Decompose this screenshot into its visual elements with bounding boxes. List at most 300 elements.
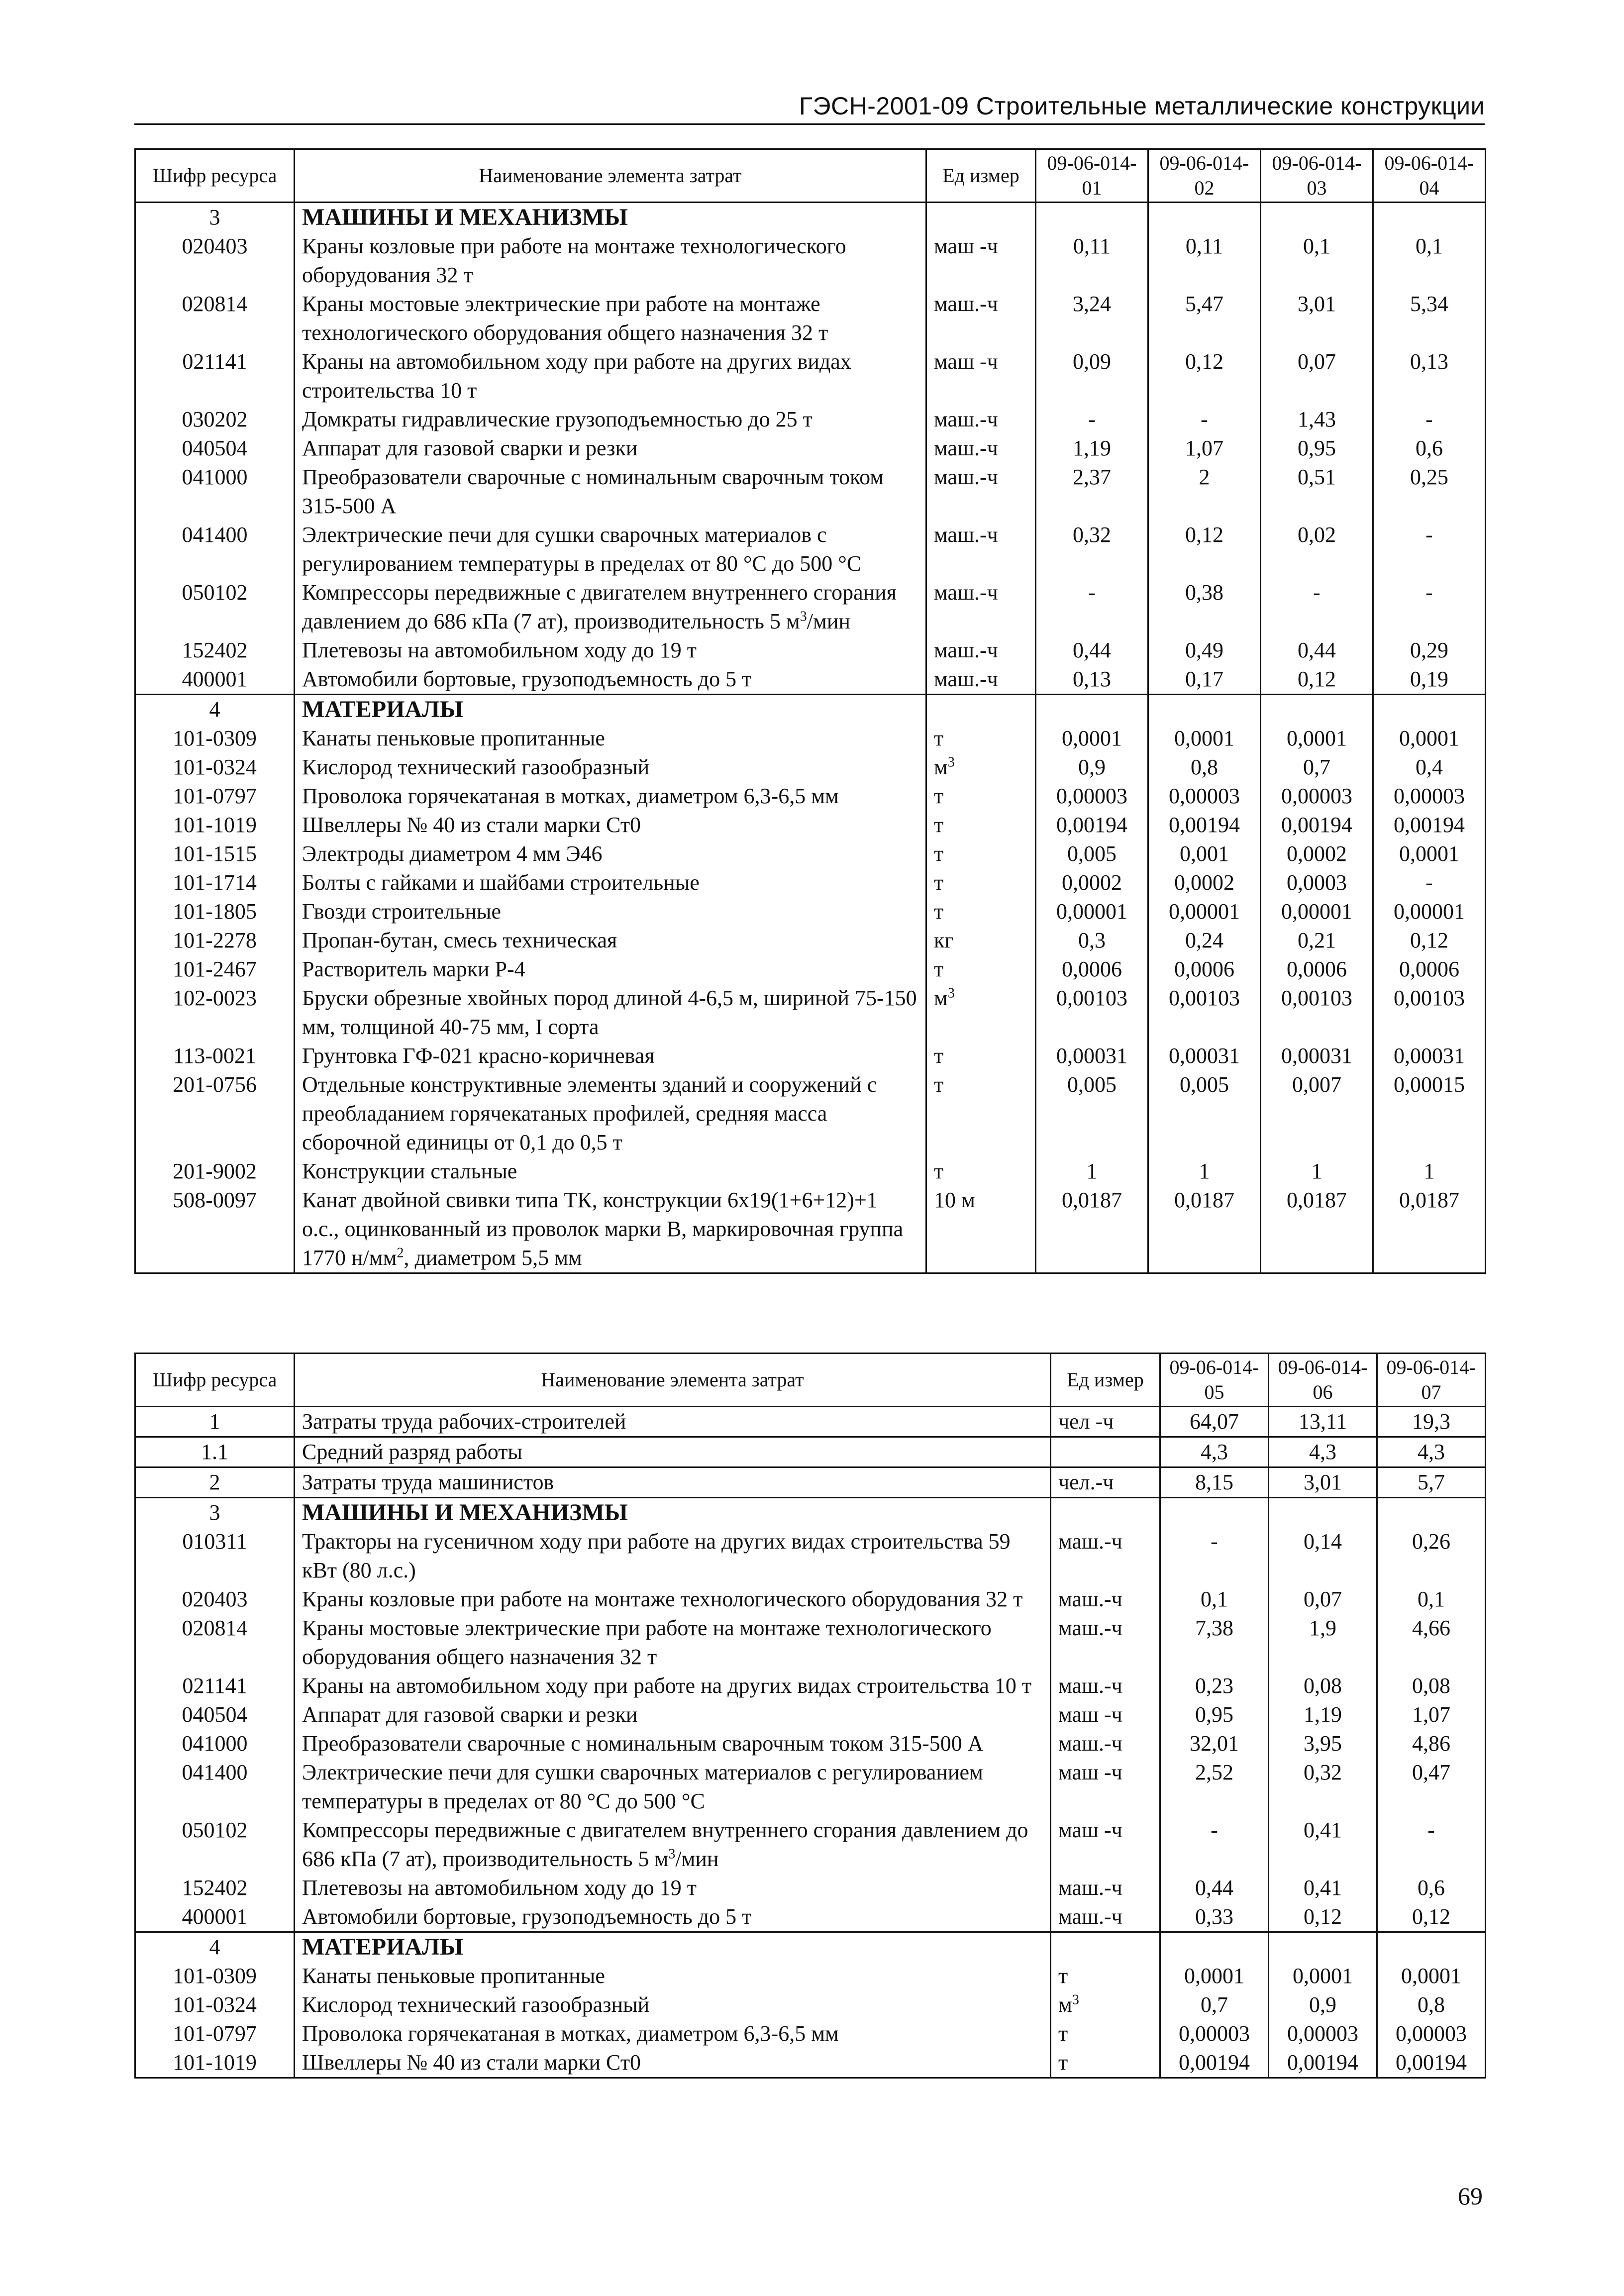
rate-value: 0,00031	[1373, 1042, 1486, 1070]
rate-value: 0,12	[1261, 665, 1373, 695]
resource-table-2	[134, 1353, 1486, 2079]
rate-value: 0,00003	[1377, 2019, 1486, 2048]
rate-value: 3,24	[1036, 290, 1148, 347]
rate-value: 0,07	[1269, 1585, 1377, 1614]
rate-value: 4,66	[1377, 1614, 1486, 1671]
cost-element-name: Пропан-бутан, смесь техническая	[295, 926, 926, 955]
rate-value: 0,1	[1261, 232, 1373, 290]
table-row	[135, 1467, 1486, 1498]
resource-code: 400001	[135, 665, 295, 695]
rate-value	[1269, 1932, 1377, 1962]
rate-value: 0,00003	[1160, 2019, 1269, 2048]
rate-value: 3,95	[1269, 1729, 1377, 1758]
unit-of-measure: т	[926, 839, 1036, 868]
table-row	[135, 724, 1486, 753]
running-header	[134, 93, 1485, 125]
rate-value: -	[1261, 578, 1373, 636]
name-text: Канат двойной свивки типа ТК, конструкции 6х19(1+6+12)+1 о.с., оцинкованный из проволок марки В, маркировочная группа 1770 н/мм	[302, 1188, 904, 1270]
rate-value: 0,4	[1373, 753, 1486, 782]
rate-value: 0,0187	[1148, 1186, 1261, 1273]
rate-value: 3,01	[1261, 290, 1373, 347]
table-body	[135, 203, 1486, 1273]
cost-element-name: Грунтовка ГФ-021 красно-коричневая	[295, 1042, 926, 1070]
unit-text: м	[1058, 1992, 1072, 2017]
rate-value: 0,8	[1377, 1990, 1486, 2019]
rate-value: -	[1160, 1816, 1269, 1874]
cost-element-name: Проволока горячекатаная в мотках, диаметром 6,3-6,5 мм	[295, 2019, 1051, 2048]
section-title: МАШИНЫ И МЕХАНИЗМЫ	[295, 203, 926, 232]
resource-code: 101-0324	[135, 753, 295, 782]
cost-element-name: Краны мостовые электрические при работе на монтаже технологического оборудования общего назначения 32 т	[295, 1614, 1051, 1671]
unit-of-measure: маш.-ч	[926, 405, 1036, 434]
unit-of-measure	[926, 753, 1036, 782]
unit-superscript: 3	[947, 985, 955, 1001]
rate-value: 1	[1373, 1157, 1486, 1186]
rate-value: 0,0006	[1261, 955, 1373, 984]
rate-value: 32,01	[1160, 1729, 1269, 1758]
cost-element-name: Плетевозы на автомобильном ходу до 19 т	[295, 636, 926, 665]
rate-value: 0,33	[1160, 1902, 1269, 1932]
table-row	[135, 1758, 1486, 1816]
unit-of-measure: т	[926, 1042, 1036, 1070]
rate-value: 0,00103	[1373, 984, 1486, 1042]
rate-value: 0,00003	[1373, 782, 1486, 811]
unit-of-measure: т	[926, 782, 1036, 811]
resource-code: 040504	[135, 1700, 295, 1729]
table-row	[135, 665, 1486, 695]
rate-value: 0,95	[1160, 1700, 1269, 1729]
resource-code: 400001	[135, 1902, 295, 1932]
cost-element-name: Краны козловые при работе на монтаже технологического оборудования 32 т	[295, 232, 926, 290]
rate-value: 0,9	[1036, 753, 1148, 782]
resource-code: 1	[135, 1407, 295, 1437]
rate-value: 0,00003	[1036, 782, 1148, 811]
cost-element-name: Преобразователи сварочные с номинальным сварочным током 315-500 А	[295, 463, 926, 521]
resource-code: 152402	[135, 636, 295, 665]
rate-value	[1036, 203, 1148, 232]
rate-value: 1,19	[1269, 1700, 1377, 1729]
table-row	[135, 1729, 1486, 1758]
table-row	[135, 926, 1486, 955]
unit-of-measure: маш.-ч	[926, 636, 1036, 665]
table-row	[135, 1437, 1486, 1467]
resource-code: 101-0324	[135, 1990, 295, 2019]
table-row	[135, 347, 1486, 405]
cost-element-name: Домкраты гидравлические грузоподъемностью до 25 т	[295, 405, 926, 434]
name-text-tail: /мин	[807, 609, 850, 633]
rate-value: 4,86	[1377, 1729, 1486, 1758]
table-row	[135, 1816, 1486, 1874]
rate-value: 0,00194	[1261, 811, 1373, 839]
rate-value: 0,07	[1261, 347, 1373, 405]
rate-value: 0,41	[1269, 1874, 1377, 1902]
unit-of-measure: т	[926, 811, 1036, 839]
table-row	[135, 839, 1486, 868]
resource-code: 041000	[135, 1729, 295, 1758]
rate-value: 19,3	[1377, 1407, 1486, 1437]
rate-value: 4,3	[1160, 1437, 1269, 1467]
rate-value: 0,02	[1261, 521, 1373, 578]
unit-of-measure: маш.-ч	[1051, 1585, 1160, 1614]
rate-value: 1,07	[1377, 1700, 1486, 1729]
section-row	[135, 1498, 1486, 1528]
rate-value: 0,12	[1148, 347, 1261, 405]
resource-code: 020403	[135, 232, 295, 290]
rate-value: 0,95	[1261, 434, 1373, 463]
column-header-code: Шифр ресурса	[135, 1354, 295, 1407]
rate-value: 0,12	[1373, 926, 1486, 955]
cost-element-name: Аппарат для газовой сварки и резки	[295, 1700, 1051, 1729]
table-row	[135, 2019, 1486, 2048]
rate-value: 0,00103	[1261, 984, 1373, 1042]
table-row	[135, 1700, 1486, 1729]
unit-of-measure: маш.-ч	[1051, 1874, 1160, 1902]
rate-value: 3,01	[1269, 1467, 1377, 1498]
rate-value: -	[1148, 405, 1261, 434]
rate-value: 0,0006	[1148, 955, 1261, 984]
rate-value: -	[1373, 405, 1486, 434]
rate-value: 1,9	[1269, 1614, 1377, 1671]
cost-element-name: Болты с гайками и шайбами строительные	[295, 868, 926, 897]
cost-element-name: Краны на автомобильном ходу при работе на других видах строительства 10 т	[295, 1671, 1051, 1700]
rate-value: 4,3	[1269, 1437, 1377, 1467]
resource-code: 041400	[135, 521, 295, 578]
table-row	[135, 1407, 1486, 1437]
cost-element-name: Плетевозы на автомобильном ходу до 19 т	[295, 1874, 1051, 1902]
unit-of-measure: маш.-ч	[926, 578, 1036, 636]
resource-code: 020814	[135, 1614, 295, 1671]
cost-element-name: Преобразователи сварочные с номинальным сварочным током 315-500 А	[295, 1729, 1051, 1758]
rate-value: 1,43	[1261, 405, 1373, 434]
rate-value: 0,00001	[1373, 897, 1486, 926]
column-header-rate: 09-06-014-04	[1373, 149, 1486, 203]
cost-element-name: Бруски обрезные хвойных пород длиной 4-6,5 м, шириной 75-150 мм, толщиной 40-75 мм, I сорта	[295, 984, 926, 1042]
unit-text: м	[934, 986, 948, 1010]
unit-of-measure: маш.-ч	[1051, 1527, 1160, 1585]
rate-value: 0,29	[1373, 636, 1486, 665]
resource-code: 020814	[135, 290, 295, 347]
cost-element-name: Канаты пеньковые пропитанные	[295, 1962, 1051, 1990]
unit-of-measure: маш -ч	[926, 347, 1036, 405]
name-superscript: 2	[397, 1245, 404, 1261]
rate-value: 0,8	[1148, 753, 1261, 782]
resource-code: 101-0797	[135, 2019, 295, 2048]
unit-of-measure	[1051, 1990, 1160, 2019]
name-text: Компрессоры передвижные с двигателем внутреннего сгорания давлением до 686 кПа (7 ат), производительность 5 м	[302, 580, 897, 633]
rate-value: 0,14	[1269, 1527, 1377, 1585]
rate-value: 0,6	[1377, 1874, 1486, 1902]
rate-value: 0,44	[1261, 636, 1373, 665]
resource-code: 152402	[135, 1874, 295, 1902]
rate-value: 0,44	[1036, 636, 1148, 665]
resource-code: 101-2467	[135, 955, 295, 984]
resource-code: 101-1019	[135, 2048, 295, 2078]
rate-value	[1148, 695, 1261, 725]
resource-code: 030202	[135, 405, 295, 434]
name-text: Компрессоры передвижные с двигателем внутреннего сгорания давлением до 686 кПа (7 ат), производительность 5 м	[302, 1818, 1028, 1871]
table-row	[135, 1902, 1486, 1932]
cost-element-name: Гвозди строительные	[295, 897, 926, 926]
rate-value: 0,0001	[1261, 724, 1373, 753]
column-header-rate: 09-06-014-02	[1148, 149, 1261, 203]
rate-value	[1377, 1932, 1486, 1962]
cost-element-name	[295, 578, 926, 636]
page-number: 69	[1458, 2182, 1483, 2210]
table-header	[135, 149, 1486, 203]
unit-of-measure: маш.-ч	[926, 521, 1036, 578]
rate-value: 0,0001	[1160, 1962, 1269, 1990]
column-header-code: Шифр ресурса	[135, 149, 295, 203]
resource-code: 508-0097	[135, 1186, 295, 1273]
table-row	[135, 782, 1486, 811]
rate-value: -	[1373, 521, 1486, 578]
rate-value	[1261, 695, 1373, 725]
resource-code: 021141	[135, 347, 295, 405]
rate-value: -	[1373, 868, 1486, 897]
rate-value: 0,11	[1148, 232, 1261, 290]
rate-value: 0,0001	[1148, 724, 1261, 753]
unit-of-measure: т	[926, 897, 1036, 926]
name-text-tail: /мин	[675, 1847, 719, 1871]
rate-value	[1377, 1498, 1486, 1528]
cost-element-name: Краны козловые при работе на монтаже технологического оборудования 32 т	[295, 1585, 1051, 1614]
rate-value	[1373, 203, 1486, 232]
unit-of-measure	[926, 203, 1036, 232]
rate-value: 0,17	[1148, 665, 1261, 695]
cost-element-name: Отдельные конструктивные элементы зданий и сооружений с преобладанием горячекатаных профилей, средняя масса сборочной единицы от 0,1 до 0,5 т	[295, 1070, 926, 1157]
cost-element-name: Аппарат для газовой сварки и резки	[295, 434, 926, 463]
rate-value: 0,00003	[1269, 2019, 1377, 2048]
table-row	[135, 1186, 1486, 1273]
resource-code: 102-0023	[135, 984, 295, 1042]
unit-of-measure	[1051, 1498, 1160, 1528]
rate-value	[1036, 695, 1148, 725]
rate-value: -	[1377, 1816, 1486, 1874]
column-header-unit: Ед измер	[926, 149, 1036, 203]
unit-of-measure: маш -ч	[1051, 1758, 1160, 1816]
section-title: МАШИНЫ И МЕХАНИЗМЫ	[295, 1498, 1051, 1528]
resource-code: 041400	[135, 1758, 295, 1816]
cost-element-name: Затраты труда рабочих-строителей	[295, 1407, 1051, 1437]
cost-element-name	[295, 1186, 926, 1273]
rate-value: 0,23	[1160, 1671, 1269, 1700]
table-row	[135, 811, 1486, 839]
rate-value: 5,47	[1148, 290, 1261, 347]
unit-of-measure: т	[926, 724, 1036, 753]
rate-value: 0,09	[1036, 347, 1148, 405]
rate-value	[1261, 203, 1373, 232]
rate-value: 0,26	[1377, 1527, 1486, 1585]
rate-value: 0,0187	[1036, 1186, 1148, 1273]
rate-value: 0,13	[1036, 665, 1148, 695]
cost-element-name: Тракторы на гусеничном ходу при работе на других видах строительства 59 кВт (80 л.с.)	[295, 1527, 1051, 1585]
section-row	[135, 1932, 1486, 1962]
table-row	[135, 1874, 1486, 1902]
table-row	[135, 1962, 1486, 1990]
unit-of-measure: т	[1051, 2048, 1160, 2078]
table-row	[135, 897, 1486, 926]
unit-of-measure: маш.-ч	[1051, 1614, 1160, 1671]
resource-code: 1.1	[135, 1437, 295, 1467]
rate-value: 0,0002	[1261, 839, 1373, 868]
rate-value: 1	[1261, 1157, 1373, 1186]
rate-value: 0,32	[1269, 1758, 1377, 1816]
unit-of-measure: маш.-ч	[926, 434, 1036, 463]
rate-value: 0,3	[1036, 926, 1148, 955]
rate-value: 0,41	[1269, 1816, 1377, 1874]
rate-value: 0,00001	[1036, 897, 1148, 926]
rate-value: 2,52	[1160, 1758, 1269, 1816]
rate-value	[1160, 1932, 1269, 1962]
rate-value: 0,1	[1377, 1585, 1486, 1614]
unit-of-measure: т	[926, 868, 1036, 897]
cost-element-name: Проволока горячекатаная в мотках, диаметром 6,3-6,5 мм	[295, 782, 926, 811]
rate-value: 13,11	[1269, 1407, 1377, 1437]
table-row	[135, 405, 1486, 434]
rate-value: 0,00194	[1269, 2048, 1377, 2078]
rate-value: 0,00194	[1036, 811, 1148, 839]
rate-value: 0,00031	[1148, 1042, 1261, 1070]
rate-value: 0,00001	[1261, 897, 1373, 926]
unit-text: м	[934, 755, 948, 779]
resource-code: 3	[135, 203, 295, 232]
rate-value: 0,005	[1036, 1070, 1148, 1157]
rate-value: 0,0001	[1036, 724, 1148, 753]
cost-element-name: Электрические печи для сушки сварочных материалов с регулированием температуры в пределах от 80 °С до 500 °С	[295, 1758, 1051, 1816]
rate-value: 5,7	[1377, 1467, 1486, 1498]
rate-value: 0,00031	[1261, 1042, 1373, 1070]
table-row	[135, 463, 1486, 521]
table-row	[135, 521, 1486, 578]
cost-element-name: Швеллеры № 40 из стали марки Ст0	[295, 811, 926, 839]
resource-code: 021141	[135, 1671, 295, 1700]
rate-value: 0,21	[1261, 926, 1373, 955]
cost-element-name: Краны на автомобильном ходу при работе на других видах строительства 10 т	[295, 347, 926, 405]
table-row	[135, 434, 1486, 463]
rate-value: 0,00003	[1261, 782, 1373, 811]
resource-code: 101-1714	[135, 868, 295, 897]
cost-element-name: Затраты труда машинистов	[295, 1467, 1051, 1498]
unit-of-measure: маш -ч	[926, 232, 1036, 290]
unit-superscript: 3	[1072, 1992, 1079, 2008]
rate-value: 0,1	[1373, 232, 1486, 290]
section-title: МАТЕРИАЛЫ	[295, 1932, 1051, 1962]
rate-value: 0,0187	[1261, 1186, 1373, 1273]
unit-of-measure: чел -ч	[1051, 1407, 1160, 1437]
rate-value: 0,0006	[1036, 955, 1148, 984]
resource-table-1	[134, 148, 1486, 1274]
cost-element-name: Канаты пеньковые пропитанные	[295, 724, 926, 753]
rate-value: -	[1036, 578, 1148, 636]
rate-value: 7,38	[1160, 1614, 1269, 1671]
table-row	[135, 636, 1486, 665]
section-row	[135, 695, 1486, 725]
rate-value: 0,00031	[1036, 1042, 1148, 1070]
rate-value: 0,007	[1261, 1070, 1373, 1157]
table-row	[135, 1157, 1486, 1186]
rate-value: -	[1160, 1527, 1269, 1585]
table-body	[135, 1407, 1486, 2078]
table-row	[135, 232, 1486, 290]
unit-of-measure	[1051, 1437, 1160, 1467]
resource-code: 050102	[135, 1816, 295, 1874]
unit-of-measure: маш -ч	[1051, 1816, 1160, 1874]
rate-value: 0,00015	[1373, 1070, 1486, 1157]
column-header-name: Наименование элемента затрат	[295, 1354, 1051, 1407]
column-header-rate: 09-06-014-06	[1269, 1354, 1377, 1407]
table-row	[135, 868, 1486, 897]
rate-value: 0,0001	[1269, 1962, 1377, 1990]
column-header-name: Наименование элемента затрат	[295, 149, 926, 203]
column-header-unit: Ед измер	[1051, 1354, 1160, 1407]
resource-code: 101-1019	[135, 811, 295, 839]
rate-value: 1	[1148, 1157, 1261, 1186]
section-title: МАТЕРИАЛЫ	[295, 695, 926, 725]
rate-value: -	[1373, 578, 1486, 636]
rate-value: 4,3	[1377, 1437, 1486, 1467]
rate-value: 0,0001	[1377, 1962, 1486, 1990]
rate-value: 0,0002	[1036, 868, 1148, 897]
cost-element-name: Электрические печи для сушки сварочных материалов с регулированием температуры в пределах от 80 °С до 500 °С	[295, 521, 926, 578]
rate-value: 8,15	[1160, 1467, 1269, 1498]
rate-value: 0,49	[1148, 636, 1261, 665]
rate-value: 0,9	[1269, 1990, 1377, 2019]
unit-of-measure	[926, 695, 1036, 725]
resource-code: 2	[135, 1467, 295, 1498]
rate-value	[1148, 203, 1261, 232]
rate-value: 0,7	[1261, 753, 1373, 782]
unit-of-measure: т	[926, 1157, 1036, 1186]
rate-value: 0,47	[1377, 1758, 1486, 1816]
rate-value: 0,0187	[1373, 1186, 1486, 1273]
rate-value: 2	[1148, 463, 1261, 521]
table-row	[135, 1527, 1486, 1585]
unit-of-measure: т	[926, 1070, 1036, 1157]
column-header-rate: 09-06-014-07	[1377, 1354, 1486, 1407]
table-header	[135, 1354, 1486, 1407]
rate-value: 0,12	[1269, 1902, 1377, 1932]
rate-value: 0,0002	[1148, 868, 1261, 897]
unit-of-measure: маш.-ч	[926, 463, 1036, 521]
unit-of-measure: чел.-ч	[1051, 1467, 1160, 1498]
unit-of-measure: т	[1051, 2019, 1160, 2048]
rate-value: 0,00103	[1148, 984, 1261, 1042]
rate-value: 0,1	[1160, 1585, 1269, 1614]
resource-code: 040504	[135, 434, 295, 463]
table-row	[135, 955, 1486, 984]
resource-code: 3	[135, 1498, 295, 1528]
table-row	[135, 578, 1486, 636]
name-superscript: 3	[800, 609, 807, 625]
unit-of-measure: маш.-ч	[926, 665, 1036, 695]
rate-value	[1373, 695, 1486, 725]
cost-element-name: Электроды диаметром 4 мм Э46	[295, 839, 926, 868]
unit-of-measure: маш.-ч	[1051, 1902, 1160, 1932]
rate-value: 0,00103	[1036, 984, 1148, 1042]
name-text-tail: , диаметром 5,5 мм	[404, 1246, 582, 1270]
cost-element-name	[295, 1816, 1051, 1874]
unit-of-measure: маш.-ч	[926, 290, 1036, 347]
unit-of-measure: маш.-ч	[1051, 1671, 1160, 1700]
rate-value: 0,7	[1160, 1990, 1269, 2019]
column-header-rate: 09-06-014-03	[1261, 149, 1373, 203]
rate-value: 64,07	[1160, 1407, 1269, 1437]
rate-value: 0,00001	[1148, 897, 1261, 926]
rate-value: 0,00194	[1377, 2048, 1486, 2078]
table-row	[135, 984, 1486, 1042]
rate-value: 0,005	[1148, 1070, 1261, 1157]
rate-value: 0,0003	[1261, 868, 1373, 897]
